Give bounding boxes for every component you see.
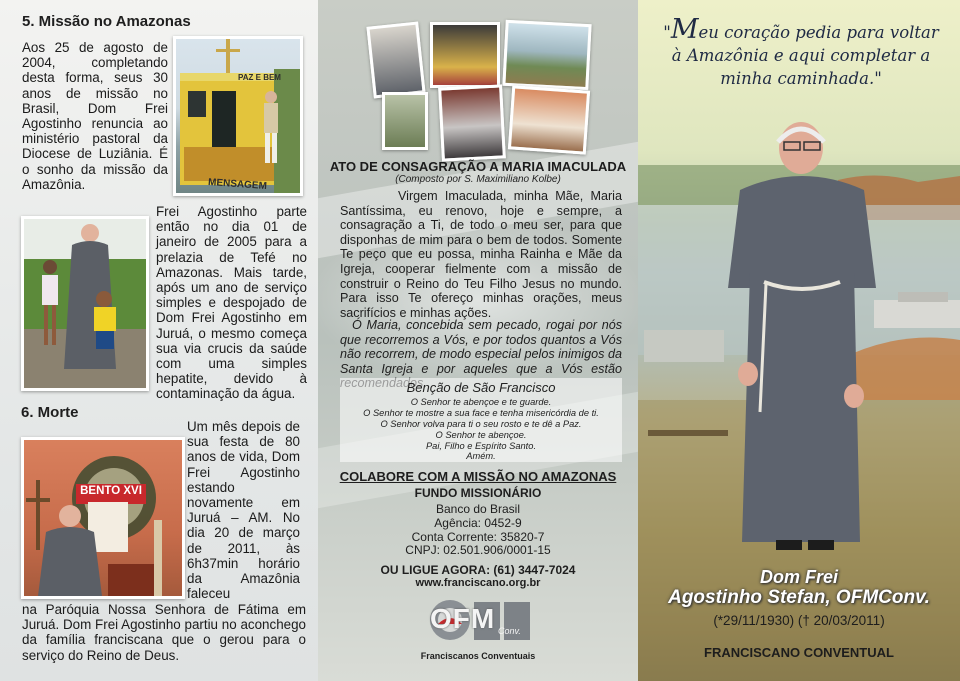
middle-panel xyxy=(318,0,638,681)
phone: OU LIGUE AGORA: (61) 3447-7024 xyxy=(380,563,576,577)
logo-sub: Conv. xyxy=(498,626,521,636)
funeral-illustration xyxy=(24,440,182,596)
friar-name-line1: Dom Frei xyxy=(759,567,838,587)
section5-heading: 5. Missão no Amazonas xyxy=(22,13,191,30)
bank-agency: Agência: 0452-9 xyxy=(434,516,522,530)
boat-sign-top: PAZ E BEM xyxy=(238,73,281,82)
blessing-box xyxy=(340,378,622,462)
section5-paragraph-1: Aos 25 de agosto de 2004, completando desta forma, seus 30 anos de missão no Brasil, Dom Frei Agostinho renuncia ao ministério pastoral da Diocese de Luziânia. É o sonho da missão da Amazônia. xyxy=(22,40,168,192)
collage-photo-children xyxy=(430,22,500,88)
consecration-title: ATO DE CONSAGRAÇÃO A MARIA IMACULADA xyxy=(329,159,627,174)
section5-paragraph-2: Frei Agostinho parte então no dia 01 de janeiro de 2005 para a prelazia de Tefé no Amazonas. Mais tarde, após um ano de serviço simples e despojado de Dom Frei Agostinho em Juruá, o mesmo começa sua via crucis da saúde com uma simples hepatite, devido à contaminação da água. xyxy=(156,204,307,402)
blessing-line: O Senhor te mostre a sua face e tenha misericórdia de ti. xyxy=(363,408,599,418)
poster-text: BENTO XVI xyxy=(80,485,142,497)
blessing-line: Pai, Filho e Espírito Santo. xyxy=(425,441,537,451)
quote-open-mark: " xyxy=(663,23,671,42)
section6-paragraph-2: na Paróquia Nossa Senhora de Fátima em Juruá. Dom Frei Agostinho partiu no aconchego da família franciscana que o gerou para o serviço do Reino de Deus. xyxy=(22,602,306,663)
funeral-photo xyxy=(21,437,185,599)
logo-letters: OFM xyxy=(430,603,496,634)
blessing-line: O Senhor te abençoe. xyxy=(435,430,527,440)
friar-portrait xyxy=(710,112,890,562)
friar-children-illustration xyxy=(24,219,146,388)
left-panel xyxy=(0,0,318,681)
consecration-body: Virgem Imaculada, minha Mãe, Maria Santíssima, eu renovo, hoje e sempre, a consagração a Ti, de todo o meu ser, para que disponhas de mim para o bem de todos. Somente Te peço que eu possa, minha Rainha e Mãe da Igreja, cooperar fielmente com a missão de construir o Reino do Teu Filho Jesus no mundo. Para isso Te ofereço minhas orações, meus sacrifícios e minhas ações. xyxy=(340,189,622,320)
section6-paragraph-1: Um mês depois de sua festa de 80 anos de vida, Dom Frei Agostinho estando novamente em Juruá – AM. No dia 20 de março de 2011, às 6h37min horário da Amazônia faleceu xyxy=(187,419,300,602)
blessing-line: O Senhor te abençoe e te guarde. xyxy=(410,397,552,407)
quote-text xyxy=(656,14,946,90)
collaborate-heading: COLABORE COM A MISSÃO NO AMAZONAS xyxy=(339,469,617,484)
collage-photo-street xyxy=(382,92,428,150)
bank-name: Banco do Brasil xyxy=(435,502,521,516)
quote-rest: eu coração pedia para voltar à Amazônia e aqui completar a minha caminhada." xyxy=(671,23,939,88)
section6-heading: 6. Morte xyxy=(21,404,79,421)
blessing-title: Benção de São Francisco xyxy=(406,380,556,395)
friar-name-line2: Agostinho Stefan, OFMConv. xyxy=(668,587,930,608)
right-panel xyxy=(638,0,960,681)
blessing-line: Amém. xyxy=(466,451,496,461)
quote-initial: M xyxy=(670,14,699,45)
consecration-prayer: Ó Maria, concebida sem pecado, rogai por nós que recorremos a Vós, e por todos quantos a Vós não recorrem, de modo especial pelos inimigos da Santa Igreja e por aqueles que a Vós estão xyxy=(340,318,622,376)
collage-photo-altar xyxy=(508,85,590,154)
collage-photo-reading xyxy=(366,21,425,98)
website-link[interactable]: www.franciscano.org.br xyxy=(415,577,541,589)
boat-photo xyxy=(173,36,303,196)
boat-illustration xyxy=(176,39,300,193)
cnpj: CNPJ: 02.501.906/0001-15 xyxy=(405,543,551,557)
bank-account: Conta Corrente: 35820-7 xyxy=(411,530,545,544)
friar-with-children-photo xyxy=(21,216,149,391)
friar-dates: (*29/11/1930) († 20/03/2011) xyxy=(713,613,885,628)
order-label: FRANCISCANO CONVENTUAL xyxy=(704,645,894,660)
collage-photo-river xyxy=(502,20,591,90)
ofm-logo xyxy=(424,594,534,650)
photo-collage xyxy=(368,18,588,158)
consecration-subtitle: (Composto por S. Maximiliano Kolbe) xyxy=(395,174,561,185)
boat-sign-bottom: MENSAGEM xyxy=(207,176,268,193)
blessing-line: O Senhor volva para ti o seu rosto e te dê a Paz. xyxy=(380,419,582,429)
logo-caption: Franciscanos Conventuais xyxy=(420,651,536,661)
collage-photo-chair xyxy=(438,84,506,161)
fund-name: FUNDO MISSIONÁRIO xyxy=(414,486,542,500)
